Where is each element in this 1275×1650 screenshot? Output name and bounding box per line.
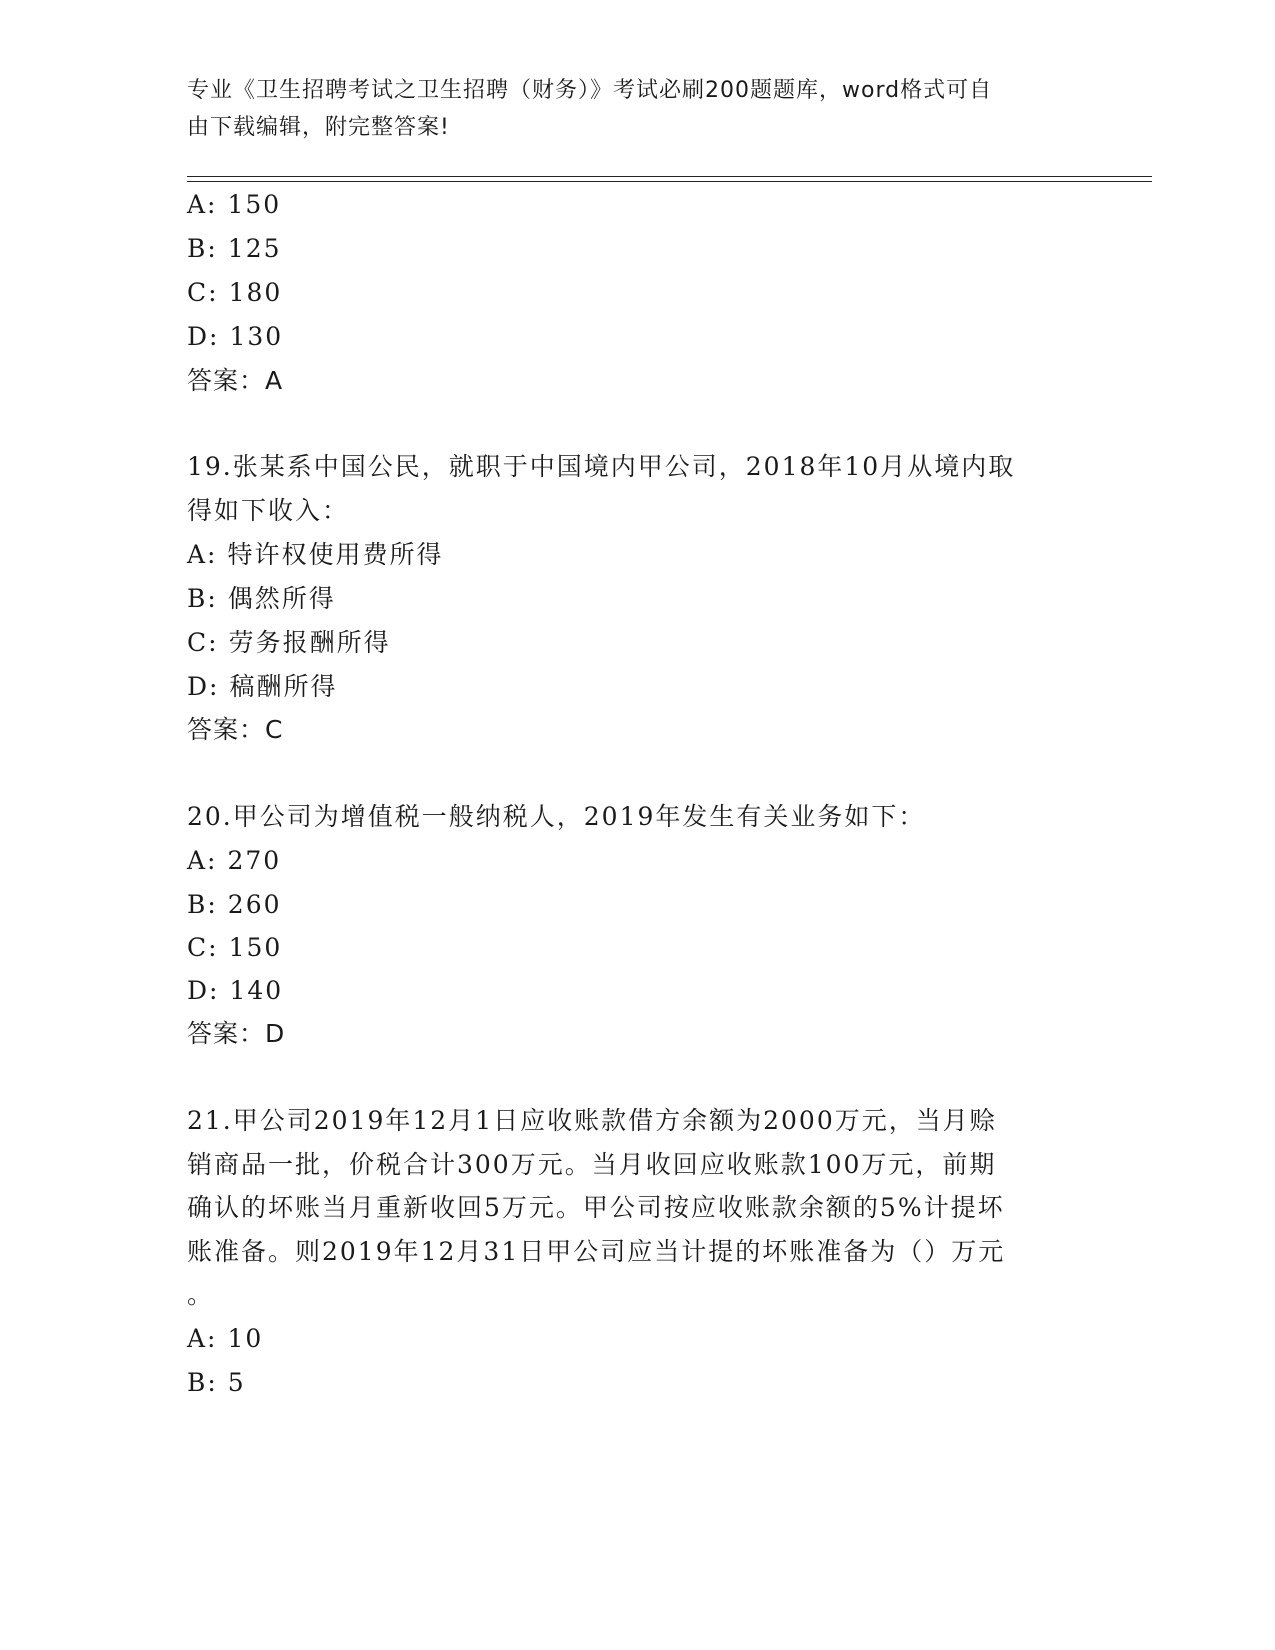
q20-option-d: D: 140 (187, 976, 284, 1005)
q19-stem-line-2: 得如下收入： (187, 496, 350, 525)
header-divider-top (187, 176, 1152, 177)
q18-option-a: A: 150 (187, 190, 282, 219)
q19-option-b: B: 偶然所得 (187, 584, 336, 613)
header-divider-bottom (187, 181, 1152, 182)
q21-option-b: B: 5 (187, 1368, 246, 1397)
q18-option-b: B: 125 (187, 234, 282, 263)
q19-stem-line-1: 19.张某系中国公民，就职于中国境内甲公司，2018年10月从境内取 (187, 452, 1016, 481)
header-line-2: 由下载编辑，附完整答案! (187, 115, 450, 140)
q20-stem-line-1: 20.甲公司为增值税一般纳税人，2019年发生有关业务如下： (187, 802, 926, 831)
q18-answer: 答案：A (187, 366, 284, 395)
header-line-1: 专业《卫生招聘考试之卫生招聘（财务）》考试必刷200题题库，word格式可自 (187, 78, 993, 103)
q21-stem-line-3: 确认的坏账当月重新收回5万元。甲公司按应收账款余额的5%计提坏 (187, 1193, 1005, 1222)
q21-stem-line-5: 。 (187, 1280, 215, 1309)
q21-stem-line-1: 21.甲公司2019年12月1日应收账款借方余额为2000万元，当月赊 (187, 1106, 997, 1135)
q21-stem-line-4: 账准备。则2019年12月31日甲公司应当计提的坏账准备为（）万元 (187, 1237, 1006, 1266)
q20-option-b: B: 260 (187, 890, 282, 919)
document-header (187, 72, 1067, 146)
q19-option-c: C: 劳务报酬所得 (187, 628, 391, 657)
q21-stem-line-2: 销商品一批，价税合计300万元。当月收回应收账款100万元，前期 (187, 1150, 997, 1179)
q18-option-c: C: 180 (187, 278, 283, 307)
q20-answer: 答案：D (187, 1019, 286, 1048)
q20-option-c: C: 150 (187, 933, 283, 962)
q19-option-a: A: 特许权使用费所得 (187, 540, 444, 569)
q18-option-d: D: 130 (187, 322, 284, 351)
q21-option-a: A: 10 (187, 1324, 264, 1353)
q19-option-d: D: 稿酬所得 (187, 672, 338, 701)
q20-option-a: A: 270 (187, 846, 282, 875)
q19-answer: 答案：C (187, 715, 284, 744)
